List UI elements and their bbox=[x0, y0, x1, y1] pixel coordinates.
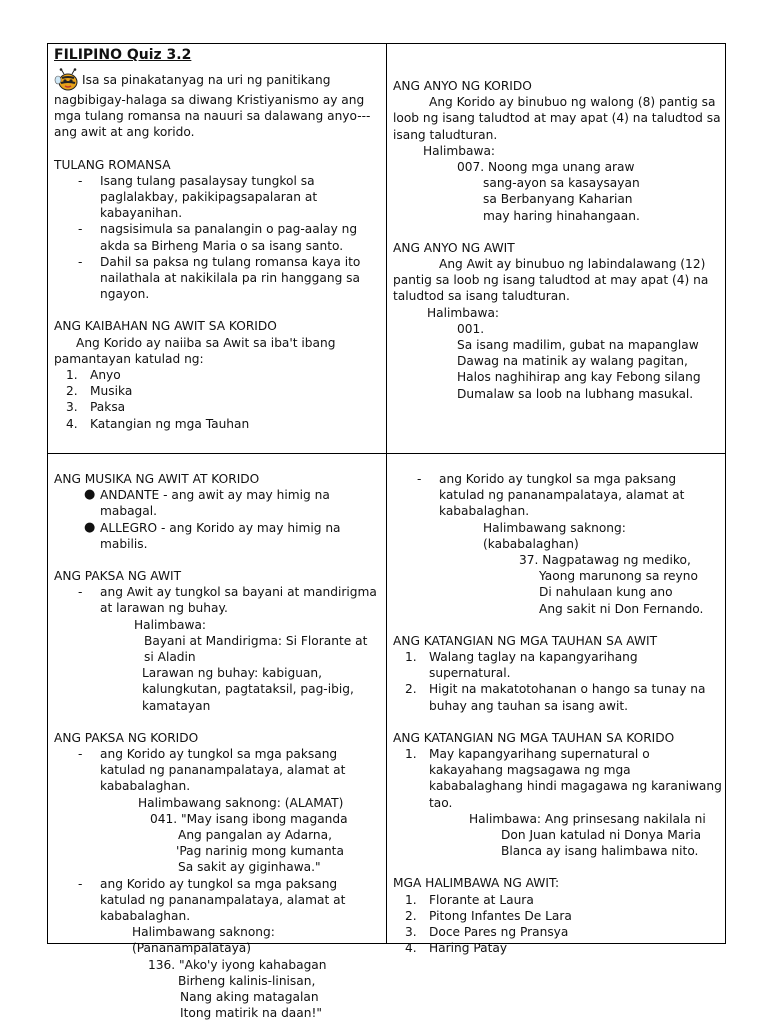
row-divider bbox=[48, 453, 725, 454]
list-item: 2. Higit na makatotohanan o hango sa tunay na buhay ang tauhan sa isang awit. bbox=[405, 682, 706, 713]
list-item: ● ANDANTE - ang awit ay may himig na mabagal. bbox=[84, 487, 330, 519]
kaibahan-text: Ang Korido ay naiiba sa Awit sa iba't ibang pamantayan katulad ng: bbox=[54, 335, 336, 366]
halimbawa-awit-heading: MGA HALIMBAWA NG AWIT: bbox=[393, 876, 560, 891]
list-item: 2. Musika bbox=[66, 384, 133, 399]
verse-line: Dumalaw sa loob na lubhang masukal. bbox=[457, 386, 694, 401]
verse-line: Ang pangalan ay Adarna, bbox=[178, 828, 333, 843]
column-divider bbox=[386, 44, 387, 943]
verse-line: Yaong marunong sa reyno bbox=[539, 569, 698, 584]
cell-top-left bbox=[54, 46, 384, 432]
list-item: 1. May kapangyarihang supernatural o kakayahang magsagawa ng mga kababalaghang hindi magagawa ng karaniwang tao. bbox=[405, 747, 722, 810]
halimbawa-label: Halimbawa: bbox=[427, 305, 500, 320]
list-item: - ang Korido ay tungkol sa mga paksang katulad ng pananampalataya, alamat at kababalaghan. bbox=[417, 472, 685, 519]
verse-line: Di nahulaan kung ano bbox=[539, 585, 673, 600]
list-item: 1. Florante at Laura bbox=[405, 892, 534, 907]
cell-bottom-left bbox=[54, 471, 384, 1022]
verse-line: Halos naghihirap ang kay Febong silang bbox=[457, 370, 701, 385]
list-item: - ang Korido ay tungkol sa mga paksang katulad ng pananampalataya, alamat at kababalaghan. bbox=[78, 876, 346, 924]
verse-line: 37. Nagpatawag ng mediko, bbox=[519, 553, 691, 568]
example-text: Bayani at Mandirigma: Si Florante at si Aladin bbox=[144, 633, 368, 665]
intro-paragraph bbox=[54, 68, 384, 141]
verse-line: Birheng kalinis-linisan, bbox=[178, 973, 316, 988]
verse-line: sang-ayon sa kasaysayan bbox=[483, 176, 640, 191]
verse-line: Ang sakit ni Don Fernando. bbox=[539, 601, 704, 616]
list-item: - Isang tulang pasalaysay tungkol sa paglalakbay, pakikipagsapalaran at kabayanihan. bbox=[78, 173, 318, 221]
paksa-awit-heading: ANG PAKSA NG AWIT bbox=[54, 569, 182, 584]
verse-line: 041. "May isang ibong maganda bbox=[150, 811, 348, 826]
list-item: 4. Haring Patay bbox=[405, 941, 508, 956]
list-item: 2. Pitong Infantes De Lara bbox=[405, 908, 572, 923]
cell-top-right bbox=[393, 78, 723, 402]
intro-text: Isa sa pinakatanyag na uri ng panitikang nagbibigay-halaga sa diwang Kristiyanismo ay ang mga tulang romansa na nauuri sa dalawang anyo--- ang awit at ang korido. bbox=[54, 73, 371, 140]
list-item: 3. Paksa bbox=[66, 400, 126, 415]
tulang-romansa-heading: TULANG ROMANSA bbox=[54, 157, 171, 172]
list-item: ● ALLEGRO - ang Korido ay may himig na mabilis. bbox=[84, 519, 341, 551]
anyo-awit-heading: ANG ANYO NG AWIT bbox=[393, 240, 515, 255]
verse-line: Itong matirik na daan!" bbox=[180, 1006, 322, 1021]
list-item: - ang Awit ay tungkol sa bayani at mandirigma at larawan ng buhay. bbox=[78, 585, 377, 616]
halimbawa-text: Halimbawa: Ang prinsesang nakilala ni Don Juan katulad ni Donya Maria Blanca ay isang halimbawa nito. bbox=[469, 811, 706, 859]
verse-line: Nang aking matagalan bbox=[180, 990, 319, 1005]
verse-line: sa Berbanyang Kaharian bbox=[483, 192, 633, 207]
paksa-korido-heading: ANG PAKSA NG KORIDO bbox=[54, 730, 199, 745]
anyo-korido-heading: ANG ANYO NG KORIDO bbox=[393, 79, 532, 93]
kaibahan-heading: ANG KAIBAHAN NG AWIT SA KORIDO bbox=[54, 319, 277, 334]
verse-line: Sa sakit ay giginhawa." bbox=[178, 860, 321, 875]
verse-line: 136. "Ako'y iyong kahabagan bbox=[148, 957, 327, 972]
anyo-korido-text: Ang Korido ay binubuo ng walong (8) pantig sa loob ng isang taludtod at may apat (4) na taludtod sa isang taludturan. bbox=[393, 95, 721, 142]
saknong-label: Halimbawang saknong: (Pananampalataya) bbox=[132, 925, 275, 956]
list-item: 1. Anyo bbox=[66, 368, 121, 383]
verse-line: Dawag na matinik ay walang pagitan, bbox=[457, 354, 688, 369]
verse-line: may haring hinahangaan. bbox=[483, 208, 640, 223]
verse-number: 001. bbox=[457, 321, 485, 336]
saknong-label: Halimbawang saknong: (ALAMAT) bbox=[138, 795, 344, 810]
list-item: - Dahil sa paksa ng tulang romansa kaya ito nailathala at nakikilala pa rin hanggang sa ngayon. bbox=[78, 254, 361, 302]
anyo-awit-text: Ang Awit ay binubuo ng labindalawang (12) pantig sa loob ng isang taludtod at may apat (4) na taludtod sa isang taludturan. bbox=[393, 257, 709, 304]
list-item: - ang Korido ay tungkol sa mga paksang katulad ng pananampalataya, alamat at kababalaghan. bbox=[78, 747, 346, 794]
example-text: Larawan ng buhay: kabiguan, kalungkutan, pagtataksil, pag-ibig, kamatayan bbox=[142, 666, 354, 713]
tauhan-korido-heading: ANG KATANGIAN NG MGA TAUHAN SA KORIDO bbox=[393, 730, 675, 745]
halimbawa-label: Halimbawa: bbox=[423, 143, 496, 158]
list-item: 1. Walang taglay na kapangyarihang supernatural. bbox=[405, 650, 638, 681]
list-item: 4. Katangian ng mga Tauhan bbox=[66, 416, 250, 431]
bee-mascot-icon bbox=[54, 68, 80, 92]
page-title: FILIPINO Quiz 3.2 bbox=[54, 47, 192, 63]
tauhan-awit-heading: ANG KATANGIAN NG MGA TAUHAN SA AWIT bbox=[393, 633, 658, 648]
list-item: - nagsisimula sa panalangin o pag-aalay ng akda sa Birheng Maria o sa isang santo. bbox=[78, 222, 358, 253]
halimbawa-label: Halimbawa: bbox=[134, 617, 207, 632]
quiz-sheet bbox=[47, 43, 726, 1021]
verse-line: 007. Noong mga unang araw bbox=[457, 160, 635, 175]
musika-heading: ANG MUSIKA NG AWIT AT KORIDO bbox=[54, 472, 260, 486]
verse-line: 'Pag narinig mong kumanta bbox=[176, 844, 344, 859]
saknong-label: Halimbawang saknong: (kababalaghan) bbox=[483, 520, 626, 551]
list-item: 3. Doce Pares ng Pransya bbox=[405, 925, 569, 940]
verse-line: Sa isang madilim, gubat na mapanglaw bbox=[457, 338, 699, 353]
cell-bottom-right bbox=[393, 471, 723, 956]
